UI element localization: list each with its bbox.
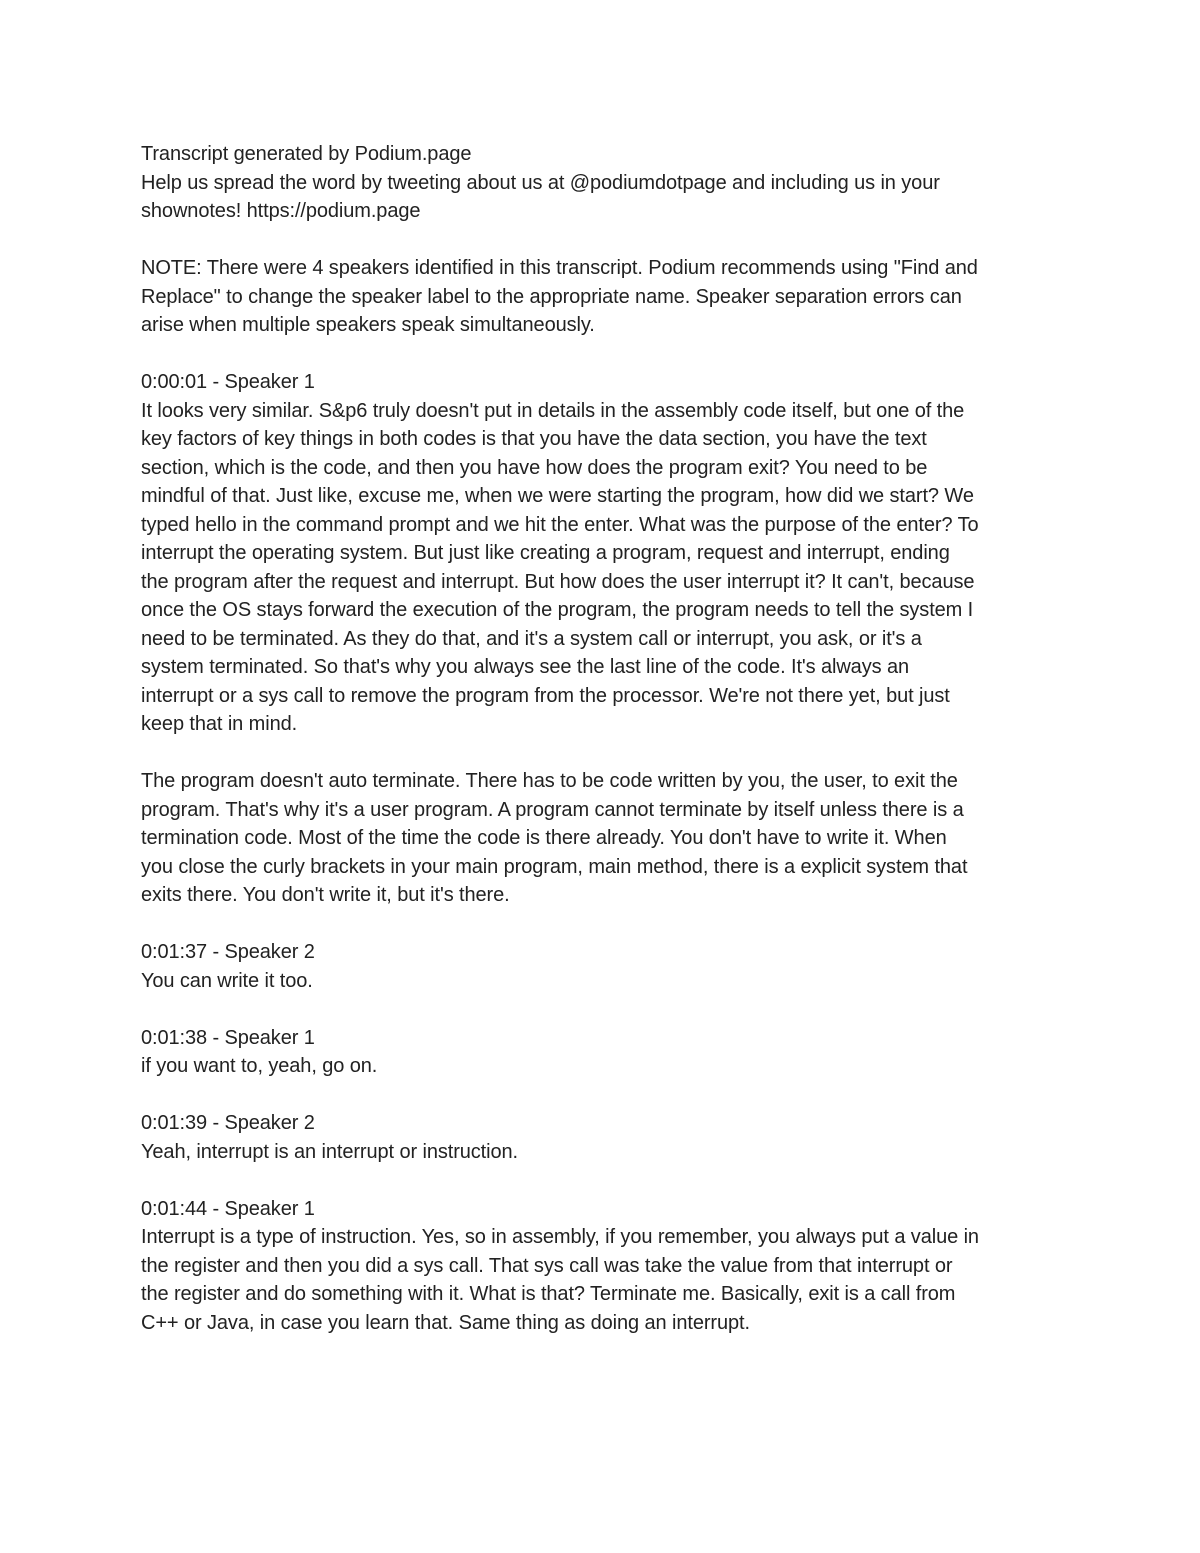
spacer — [141, 226, 1061, 255]
segment-paragraph — [141, 397, 1061, 739]
paragraph-line: mindful of that. Just like, excuse me, when we were starting the program, how did we start? We — [141, 485, 974, 507]
paragraph-line: section, which is the code, and then you have how does the program exit? You need to be — [141, 456, 928, 479]
spacer — [141, 1166, 1061, 1195]
note-line: NOTE: There were 4 speakers identified in this transcript. Podium recommends using "Find and — [141, 257, 978, 279]
header-promo-link-line: shownotes! https://podium.page — [141, 200, 421, 222]
header-title: Transcript generated by Podium.page — [141, 143, 472, 165]
spacer — [141, 910, 1061, 939]
segment-heading: 0:00:01 - Speaker 1 — [141, 371, 315, 393]
paragraph-line: program. That's why it's a user program. A program cannot terminate by itself unless there is a — [141, 798, 964, 821]
segment-heading: 0:01:37 - Speaker 2 — [141, 941, 315, 963]
note-line: arise when multiple speakers speak simultaneously. — [141, 314, 595, 336]
paragraph-line: interrupt the operating system. But just like creating a program, request and interrupt, ending — [141, 542, 950, 564]
note-line: Replace" to change the speaker label to the appropriate name. Speaker separation errors can — [141, 285, 962, 308]
spacer — [141, 1081, 1061, 1110]
paragraph-line: if you want to, yeah, go on. — [141, 1055, 378, 1077]
paragraph-line: the register and do something with it. What is that? Terminate me. Basically, exit is a call from — [141, 1283, 956, 1305]
segment-paragraph — [141, 767, 1061, 910]
paragraph-line: the register and then you did a sys call. That sys call was take the value from that interrupt or — [141, 1254, 953, 1277]
paragraph-line: interrupt or a sys call to remove the program from the processor. We're not there yet, but just — [141, 684, 950, 707]
paragraph-line: system terminated. So that's why you always see the last line of the code. It's always an — [141, 656, 910, 678]
spacer — [141, 340, 1061, 369]
paragraph-line: Yeah, interrupt is an interrupt or instruction. — [141, 1140, 518, 1163]
paragraph-line: once the OS stays forward the execution of the program, the program needs to tell the system I — [141, 599, 974, 621]
paragraph-line: keep that in mind. — [141, 713, 298, 735]
paragraph-line: exits there. You don't write it, but it's there. — [141, 884, 510, 906]
paragraph-line: you close the curly brackets in your main program, main method, there is a explicit system that — [141, 855, 968, 878]
paragraph-line: Interrupt is a type of instruction. Yes, so in assembly, if you remember, you always put a value in — [141, 1226, 979, 1248]
paragraph-line: The program doesn't auto terminate. There has to be code written by you, the user, to exit the — [141, 770, 958, 792]
paragraph-line: typed hello in the command prompt and we hit the enter. What was the purpose of the enter? To — [141, 513, 979, 536]
paragraph-line: key factors of key things in both codes is that you have the data section, you have the text — [141, 428, 927, 450]
transcript-segment — [141, 1024, 1061, 1081]
transcript-page — [141, 140, 1061, 1337]
transcript-segment — [141, 1195, 1061, 1338]
transcript-header — [141, 140, 1061, 226]
transcript-segment — [141, 938, 1061, 995]
paragraph-line: the program after the request and interrupt. But how does the user interrupt it? It can't, because — [141, 570, 975, 593]
header-promo-line: Help us spread the word by tweeting about us at @podiumdotpage and including us in your — [141, 171, 940, 194]
paragraph-line: It looks very similar. S&p6 truly doesn't put in details in the assembly code itself, but one of the — [141, 399, 965, 422]
paragraph-line: C++ or Java, in case you learn that. Same thing as doing an interrupt. — [141, 1311, 750, 1334]
spacer — [141, 995, 1061, 1024]
paragraph-line: You can write it too. — [141, 969, 313, 992]
transcript-note — [141, 254, 1061, 340]
spacer — [141, 739, 1061, 768]
segment-heading: 0:01:39 - Speaker 2 — [141, 1112, 315, 1134]
paragraph-line: need to be terminated. As they do that, and it's a system call or interrupt, you ask, or it's a — [141, 627, 922, 650]
transcript-segment — [141, 1109, 1061, 1166]
segment-heading: 0:01:38 - Speaker 1 — [141, 1026, 315, 1049]
paragraph-line: termination code. Most of the time the code is there already. You don't have to write it. When — [141, 827, 947, 849]
transcript-segment — [141, 368, 1061, 910]
segment-heading: 0:01:44 - Speaker 1 — [141, 1197, 315, 1220]
